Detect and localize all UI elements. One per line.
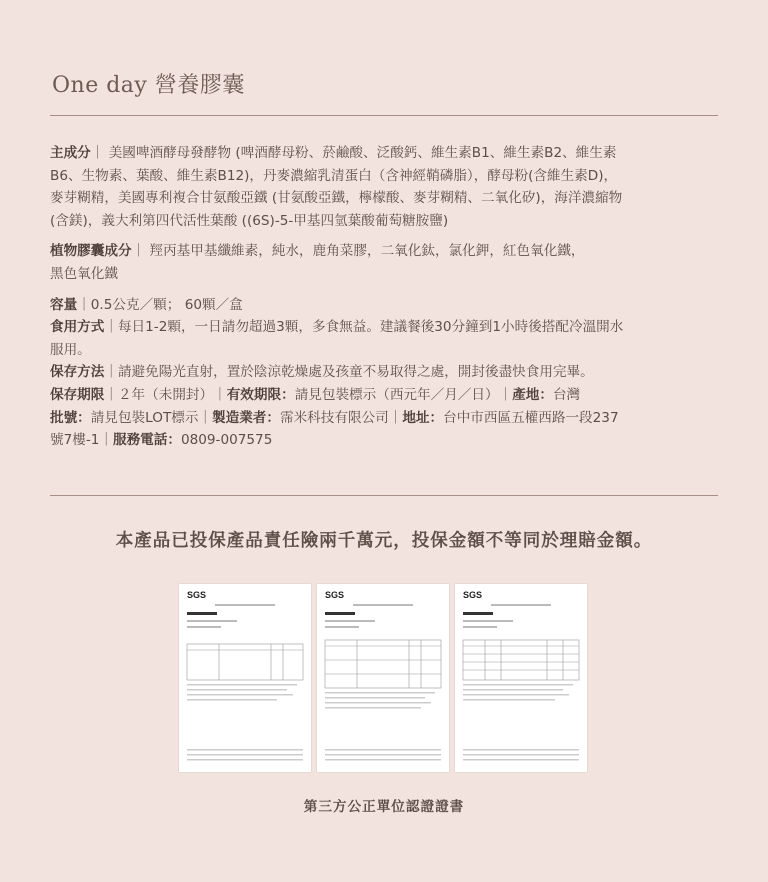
ingredients-line: B6、生物素、葉酸、維生素B12)，丹麥濃縮乳清蛋白（含神經鞘磷脂），酵母粉(含維生素D)， [50,167,618,184]
address-value-cont: 號7樓-1｜ [50,432,113,449]
shelf-life-value: ｜２年（未開封）｜ [104,386,227,403]
sgs-certificate-image [455,584,587,772]
sgs-logo: SGS [187,590,207,600]
sgs-logo: SGS [463,590,483,600]
certificate-gallery [179,584,589,774]
usage-label: 食用方式 [50,319,105,336]
product-info [50,142,720,452]
product-title: One day 營養膠囊 [52,73,245,98]
sgs-logo: SGS [325,590,345,600]
ingredients-line: 麥芽糊精，美國專利複合甘氨酸亞鐵 (甘氨酸亞鐵，檸檬酸、麥芽糊精、二氧化矽)，海洋濃縮物 [50,190,623,207]
certificate-document-graphic [317,584,449,772]
capsule-separator: ｜ [131,243,146,260]
sgs-certificate-image [317,584,449,772]
details-section [50,294,720,452]
batch-value: 請見包裝LOT標示｜ [90,409,213,426]
bottom-divider [50,495,718,496]
phone-label: 服務電話： [112,432,181,449]
batch-label: 批號： [50,409,91,426]
usage-value: ｜每日1-2顆，一日請勿超過3顆，多食無益。建議餐後30分鐘到1小時後搭配冷溫開水 [104,319,624,336]
address-value: 台中市西區五權西路一段237 [443,409,619,426]
capsule-line: 羥丙基甲基纖維素，純水，鹿角菜膠，二氧化鈦，氯化鉀，紅色氧化鐵， [149,243,585,260]
origin-label: 產地： [512,386,553,403]
sgs-certificate-image [179,584,311,772]
usage-value-cont: 服用。 [50,341,91,358]
phone-value: 0809-007575 [180,432,273,449]
certificate-document-graphic [179,584,311,772]
ingredients-separator: ｜ [90,145,105,161]
ingredients-label: 主成分 [50,145,91,161]
certificates-caption: 第三方公正單位認證證書 [303,799,465,815]
capacity-label: 容量 [50,296,78,313]
maker-value: 霈米科技有限公司｜ [280,409,403,426]
shelf-life-label: 保存期限 [50,386,105,403]
origin-value: 台灣 [552,386,581,403]
ingredients-line: 美國啤酒酵母發酵物 (啤酒酵母粉、菸鹼酸、泛酸鈣、維生素B1、維生素B2、維生素 [108,145,617,161]
storage-label: 保存方法 [50,364,105,381]
ingredients-line: (含鎂)，義大利第四代活性葉酸 ((6S)-5-甲基四氫葉酸葡萄糖胺鹽) [50,212,449,229]
capsule-section [50,240,720,285]
expiry-label: 有效期限： [226,386,295,403]
top-divider [50,115,718,116]
ingredients-section [50,142,720,232]
capacity-value: ｜0.5公克／顆； 60顆／盒 [77,296,243,313]
expiry-value: 請見包裝標示（西元年／月／日）｜ [294,386,513,403]
address-label: 地址： [402,409,444,426]
insurance-notice: 本產品已投保產品責任險兩千萬元，投保金額不等同於理賠金額。 [115,531,653,551]
capsule-label: 植物膠囊成分 [50,243,132,260]
certificate-document-graphic [455,584,587,772]
capsule-line: 黑色氧化鐵 [50,265,118,282]
storage-value: ｜請避免陽光直射，置於陰涼乾燥處及孩童不易取得之處，開封後盡快食用完畢。 [104,364,594,381]
maker-label: 製造業者： [212,409,280,426]
